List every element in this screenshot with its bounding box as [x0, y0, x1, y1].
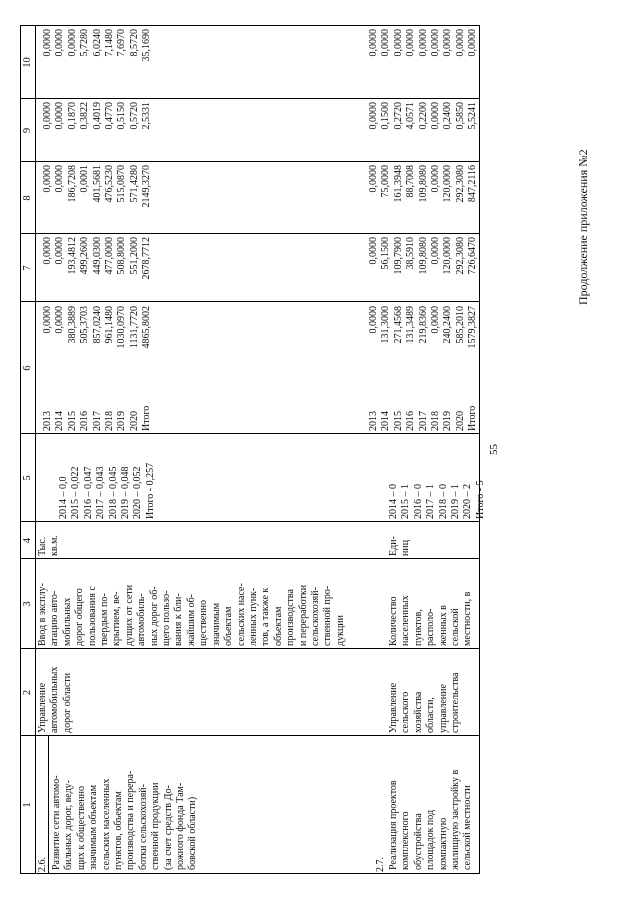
local-funding: 0,0000 0,0000 0,1870 0,3822 0,4019 0,4770 0,5150 0,5720 2,5331	[42, 102, 153, 130]
unit: Тыс. кв.м.	[37, 535, 61, 556]
continuation-header: Продолжение приложения №2	[576, 149, 590, 305]
indicator: Количество населенных пунктов, располо- женных в сельской местности, в	[388, 591, 474, 646]
page-number: 55	[488, 444, 500, 455]
extrabudgetary-funding: 0,0000 0,0000 0,0000 0,0000 0,0000 0,0000 0,0000 0,0000 0,0000	[368, 29, 479, 57]
col-number: 8	[22, 195, 33, 201]
total-funding: 0,0000 131,3000 271,4568 131,3489 219,8360 0,0000 240,2400 585,2010 1579,3827	[368, 306, 479, 349]
regional-funding: 0,0000 0,0000 186,7208 0,0001 401,5681 476,5230 515,0870 571,4280 2149,3270	[42, 165, 153, 208]
executor: Управление сельского хозяйства области, управление строительства	[388, 672, 462, 733]
col-number: 10	[22, 57, 33, 68]
col-number: 1	[22, 802, 33, 808]
col-number: 4	[22, 537, 33, 544]
local-funding: 0,0000 0,1500 0,2720 4,0571 0,2200 0,0000 0,2400 0,5850 5,5241	[368, 102, 479, 130]
row-number: 2.6.	[37, 857, 48, 872]
years: 2013 2014 2015 2016 2017 2018 2019 2020 Итого	[42, 405, 153, 431]
activity-name: Развитие сети автомо- бильных дорог, веду- щих к общественно значимым объектам сельских населенных пунктов, объектам производства и перера- ботки сельскохозяй- ственной продукции (за счет средств До- рожного фонда Там- бовской области)	[51, 770, 199, 870]
col-number: 5	[22, 475, 33, 481]
row-number: 2.7.	[375, 857, 386, 872]
executor: Управление автомобильных дорог области	[37, 666, 73, 733]
col-number: 3	[22, 601, 33, 607]
col-number: 9	[22, 127, 33, 134]
target-values: 2014 – 0 2015 – 1 2016 – 0 2017 – 1 2018 – 0 2019 – 1 2020 – 2 Итого - 5	[388, 480, 486, 519]
col-number: 7	[22, 265, 33, 271]
extrabudgetary-funding: 0,0000 0,0000 0,0000 5,7280 6,0240 7,1480 7,6970 8,5720 35,1690	[42, 29, 153, 62]
years: 2013 2014 2015 2016 2017 2018 2019 2020 Итого	[368, 405, 479, 431]
indicator: Ввод в эксплу- атацию авто- мобильных дорог общего пользования с твердым по- крытием, ве- дущих от сети автомобиль- ных дорог об- щего пользо- вания к бли- жайшим об- щественно значимым объектам сельских насе- ленных пунк- тов, а также к объектам производства и переработки сельскохозяй- ственной про- дукции	[37, 583, 346, 646]
col-number: 2	[22, 689, 33, 696]
activity-name: Реализация проектов комплексного обустройства площадок под компактную жилищную застройку в сельской местности	[388, 769, 474, 870]
total-funding: 0,0000 0,0000 380,3889 505,3703 857,0240 961,1480 1030,0970 1131,7720 4865,8002	[42, 306, 153, 349]
target-values: 2014 – 0,0 2015 – 0,022 2016 – 0,047 2017 – 0,043 2018 – 0,045 2019 – 0,048 2020 – 0,052 Итого - 0,257	[58, 462, 156, 519]
regional-funding: 0,0000 75,0000 161,3948 88,7008 109,8080 0,0000 120,0000 292,3080 847,2116	[368, 165, 479, 203]
federal-funding: 0,0000 56,1500 109,7900 38,5910 109,8080 0,0000 120,0000 292,3080 726,6470	[368, 237, 479, 275]
federal-funding: 0,0000 0,0000 193,4812 499,2600 449,0300 477,0000 508,8000 551,2000 2678,7712	[42, 237, 153, 280]
data-table	[20, 25, 486, 874]
col-number: 6	[22, 365, 33, 371]
unit: Еди- ниц	[388, 536, 412, 556]
